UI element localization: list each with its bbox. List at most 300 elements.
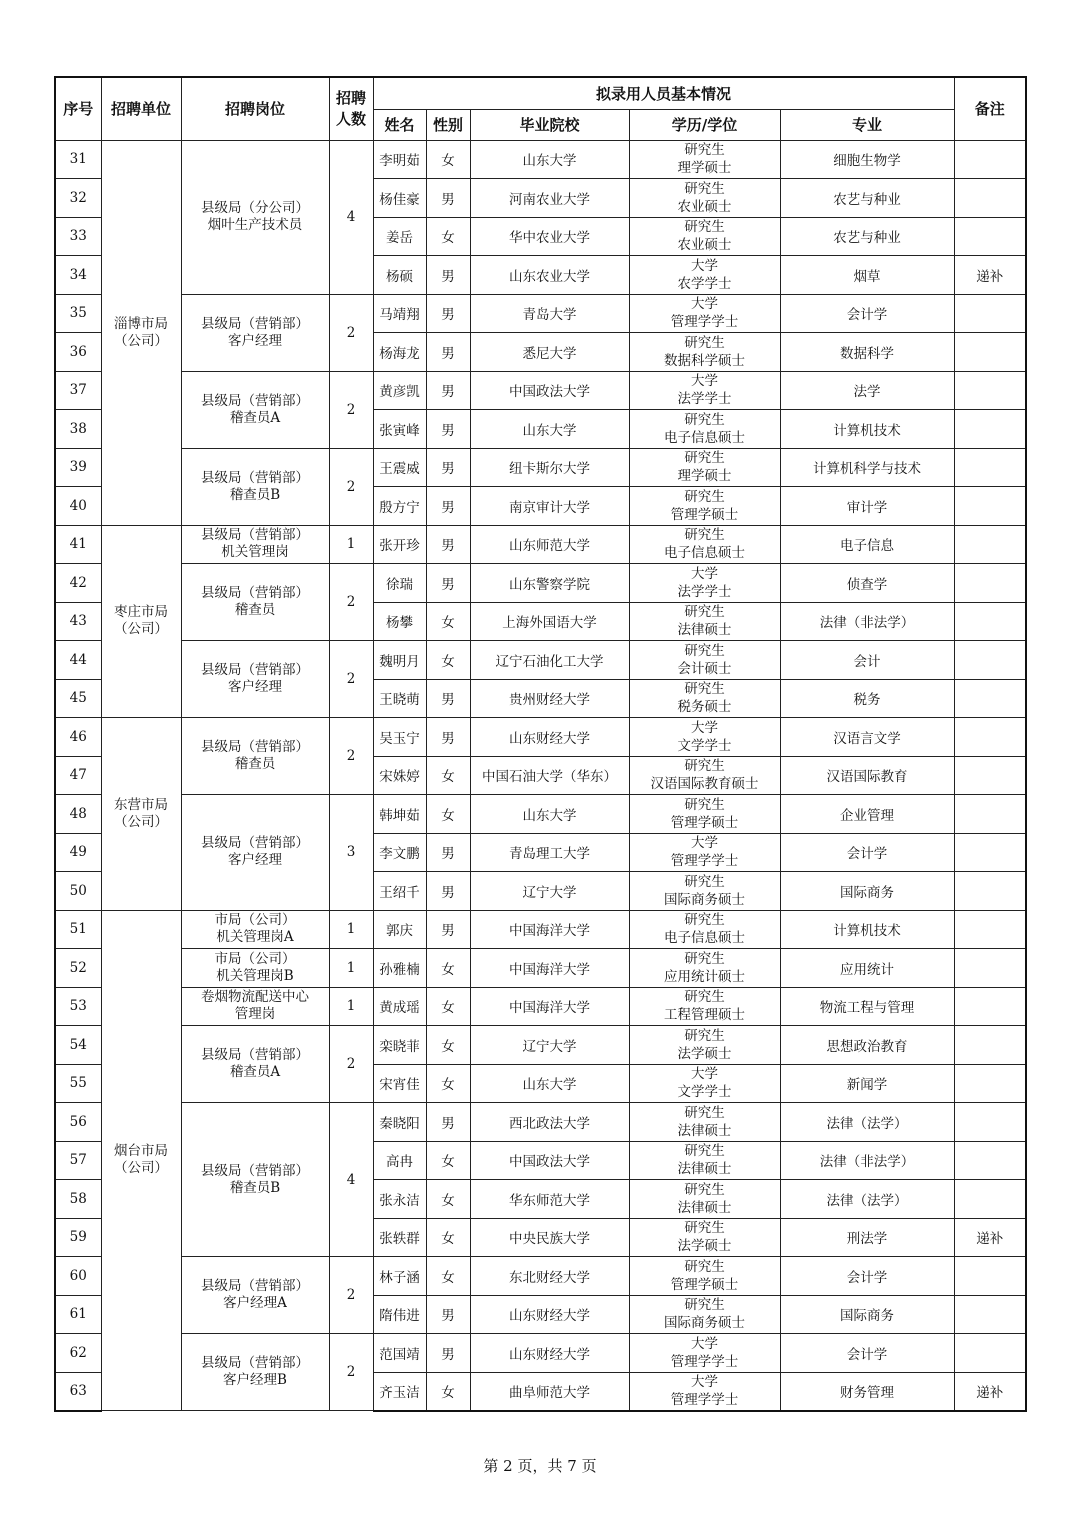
row-school: 中国政法大学 bbox=[470, 1141, 629, 1180]
row-major: 国际商务 bbox=[780, 1295, 954, 1334]
row-edu: 研究生 bbox=[684, 411, 725, 428]
row-degree: 管理学硕士 bbox=[670, 506, 739, 523]
row-gender: 男 bbox=[426, 679, 470, 718]
post-line2: 稽查员 bbox=[234, 602, 276, 618]
row-major: 法律（法学） bbox=[780, 1103, 954, 1142]
row-major: 细胞生物学 bbox=[780, 140, 954, 179]
table-row bbox=[55, 1334, 1026, 1373]
post-line2: 机关管理岗A bbox=[216, 929, 294, 946]
row-seq: 61 bbox=[55, 1295, 101, 1334]
post-line2: 稽查员A bbox=[229, 409, 281, 426]
row-name: 吴玉宁 bbox=[373, 718, 426, 757]
row-major: 法律（非法学） bbox=[780, 1141, 954, 1180]
row-name: 黄成瑶 bbox=[373, 987, 426, 1026]
row-gender: 男 bbox=[426, 872, 470, 911]
row-edu: 大学 bbox=[691, 565, 718, 582]
post-count: 2 bbox=[329, 718, 373, 795]
row-degree: 法学硕士 bbox=[677, 1045, 732, 1062]
row-degree: 汉语国际教育硕士 bbox=[650, 776, 759, 793]
row-seq: 40 bbox=[55, 487, 101, 526]
row-major: 会计 bbox=[780, 641, 954, 680]
row-seq: 62 bbox=[55, 1334, 101, 1373]
row-gender: 女 bbox=[426, 641, 470, 680]
row-seq: 45 bbox=[55, 679, 101, 718]
roster-body bbox=[55, 140, 1026, 1411]
row-degree-cell bbox=[629, 1026, 780, 1065]
row-major: 思想政治教育 bbox=[780, 1026, 954, 1065]
row-major: 法律（法学） bbox=[780, 1180, 954, 1219]
row-remark bbox=[954, 833, 1026, 872]
row-edu: 大学 bbox=[691, 719, 718, 736]
row-gender: 女 bbox=[426, 949, 470, 988]
table-row bbox=[55, 1103, 1026, 1142]
post-line2: 稽查员 bbox=[234, 756, 276, 772]
header-count-text: 招聘人数 bbox=[335, 88, 366, 128]
row-degree-cell bbox=[629, 1295, 780, 1334]
row-major: 企业管理 bbox=[780, 795, 954, 834]
row-degree-cell bbox=[629, 294, 780, 333]
row-name: 韩坤茹 bbox=[373, 795, 426, 834]
row-edu: 研究生 bbox=[684, 1181, 725, 1198]
row-degree-cell bbox=[629, 949, 780, 988]
header-school: 毕业院校 bbox=[470, 109, 629, 140]
row-name: 高冉 bbox=[373, 1141, 426, 1180]
row-major: 物流工程与管理 bbox=[780, 987, 954, 1026]
row-remark bbox=[954, 1103, 1026, 1142]
row-name: 孙雅楠 bbox=[373, 949, 426, 988]
row-seq: 49 bbox=[55, 833, 101, 872]
post-count: 2 bbox=[329, 294, 373, 371]
table-row bbox=[55, 641, 1026, 680]
row-name: 马靖翔 bbox=[373, 294, 426, 333]
row-seq: 56 bbox=[55, 1103, 101, 1142]
post-line1: 卷烟物流配送中心 bbox=[201, 989, 309, 1006]
table-row bbox=[55, 1026, 1026, 1065]
row-school: 辽宁大学 bbox=[470, 872, 629, 911]
post-count: 1 bbox=[329, 987, 373, 1026]
row-school: 河南农业大学 bbox=[470, 179, 629, 218]
row-name: 杨硕 bbox=[373, 256, 426, 295]
post-line1: 市局（公司） bbox=[214, 912, 296, 929]
row-gender: 女 bbox=[426, 756, 470, 795]
row-gender: 女 bbox=[426, 795, 470, 834]
row-gender: 女 bbox=[426, 602, 470, 641]
row-school: 中国海洋大学 bbox=[470, 987, 629, 1026]
table-row bbox=[55, 949, 1026, 988]
row-degree: 农业硕士 bbox=[677, 198, 732, 215]
post-line1: 县级局（营销部） bbox=[201, 392, 309, 409]
post-line1: 县级局（营销部） bbox=[201, 469, 309, 486]
post-cell bbox=[181, 294, 329, 371]
row-degree: 农学学士 bbox=[677, 275, 732, 292]
table-row bbox=[55, 987, 1026, 1026]
row-school: 山东财经大学 bbox=[470, 718, 629, 757]
row-seq: 50 bbox=[55, 872, 101, 911]
post-line1: 县级局（营销部） bbox=[201, 1355, 309, 1371]
row-remark bbox=[954, 1334, 1026, 1373]
row-name: 秦晓阳 bbox=[373, 1103, 426, 1142]
row-school: 中央民族大学 bbox=[470, 1218, 629, 1257]
row-school: 山东财经大学 bbox=[470, 1334, 629, 1373]
row-degree: 工程管理硕士 bbox=[664, 1007, 745, 1024]
row-edu: 大学 bbox=[691, 296, 718, 313]
row-name: 隋伟进 bbox=[373, 1295, 426, 1334]
row-seq: 33 bbox=[55, 217, 101, 256]
row-degree-cell bbox=[629, 872, 780, 911]
unit-line2: （公司） bbox=[114, 813, 168, 830]
header-name: 姓名 bbox=[373, 109, 426, 140]
row-school: 南京审计大学 bbox=[470, 487, 629, 526]
row-degree: 法律硕士 bbox=[677, 1161, 732, 1178]
row-gender: 女 bbox=[426, 1180, 470, 1219]
row-gender: 女 bbox=[426, 1257, 470, 1296]
unit-line1: 淄博市局 bbox=[114, 315, 168, 332]
row-gender: 男 bbox=[426, 410, 470, 449]
post-line2: 稽查员B bbox=[229, 486, 281, 503]
row-name: 张永洁 bbox=[373, 1180, 426, 1219]
row-gender: 女 bbox=[426, 1218, 470, 1257]
post-line1: 县级局（营销部） bbox=[201, 1278, 309, 1294]
row-remark bbox=[954, 872, 1026, 911]
row-degree: 理学硕士 bbox=[677, 468, 732, 485]
post-line2: 客户经理 bbox=[228, 852, 282, 869]
row-edu: 大学 bbox=[691, 257, 718, 274]
row-degree-cell bbox=[629, 564, 780, 603]
row-gender: 男 bbox=[426, 333, 470, 372]
row-gender: 男 bbox=[426, 487, 470, 526]
row-degree: 法律硕士 bbox=[677, 1199, 732, 1216]
row-degree: 文学学士 bbox=[677, 737, 732, 754]
row-degree: 法学硕士 bbox=[677, 1238, 732, 1255]
row-school: 东北财经大学 bbox=[470, 1257, 629, 1296]
row-degree-cell bbox=[629, 1257, 780, 1296]
row-degree: 管理学硕士 bbox=[670, 1276, 739, 1293]
row-school: 山东警察学院 bbox=[470, 564, 629, 603]
row-degree: 法学学士 bbox=[677, 583, 732, 600]
row-school: 中国海洋大学 bbox=[470, 949, 629, 988]
row-school: 辽宁石油化工大学 bbox=[470, 641, 629, 680]
row-gender: 女 bbox=[426, 1064, 470, 1103]
post-line2: 机关管理岗 bbox=[221, 544, 289, 561]
post-line1: 县级局（营销部） bbox=[201, 527, 309, 544]
row-gender: 男 bbox=[426, 718, 470, 757]
table-row bbox=[55, 371, 1026, 410]
post-line1: 县级局（分公司） bbox=[201, 200, 309, 216]
row-school: 悉尼大学 bbox=[470, 333, 629, 372]
row-name: 齐玉洁 bbox=[373, 1372, 426, 1411]
unit-line2: （公司） bbox=[114, 1160, 168, 1177]
row-remark bbox=[954, 487, 1026, 526]
row-school: 青岛大学 bbox=[470, 294, 629, 333]
post-count: 2 bbox=[329, 641, 373, 718]
row-remark bbox=[954, 641, 1026, 680]
row-gender: 男 bbox=[426, 371, 470, 410]
row-name: 宋宵佳 bbox=[373, 1064, 426, 1103]
row-school: 上海外国语大学 bbox=[470, 602, 629, 641]
row-school: 中国石油大学（华东） bbox=[470, 756, 629, 795]
row-edu: 研究生 bbox=[684, 1297, 725, 1314]
row-remark bbox=[954, 333, 1026, 372]
row-seq: 46 bbox=[55, 718, 101, 757]
row-seq: 54 bbox=[55, 1026, 101, 1065]
post-line1: 县级局（营销部） bbox=[201, 1047, 309, 1063]
row-school: 山东大学 bbox=[470, 410, 629, 449]
row-edu: 研究生 bbox=[684, 1104, 725, 1121]
post-line1: 县级局（营销部） bbox=[201, 739, 309, 755]
header-remark: 备注 bbox=[954, 77, 1026, 140]
row-degree-cell bbox=[629, 487, 780, 526]
row-school: 中国政法大学 bbox=[470, 371, 629, 410]
row-seq: 58 bbox=[55, 1180, 101, 1219]
row-name: 林子涵 bbox=[373, 1257, 426, 1296]
row-major: 计算机技术 bbox=[780, 910, 954, 949]
row-remark bbox=[954, 679, 1026, 718]
row-name: 杨攀 bbox=[373, 602, 426, 641]
row-remark bbox=[954, 564, 1026, 603]
row-gender: 女 bbox=[426, 1372, 470, 1411]
row-gender: 男 bbox=[426, 294, 470, 333]
post-cell bbox=[181, 1334, 329, 1411]
row-seq: 55 bbox=[55, 1064, 101, 1103]
row-seq: 36 bbox=[55, 333, 101, 372]
row-remark bbox=[954, 525, 1026, 564]
row-degree-cell bbox=[629, 525, 780, 564]
row-degree: 管理学学士 bbox=[670, 1392, 739, 1408]
header-post: 招聘岗位 bbox=[181, 77, 329, 140]
row-degree: 法律硕士 bbox=[677, 1122, 732, 1139]
row-remark bbox=[954, 718, 1026, 757]
row-seq: 60 bbox=[55, 1257, 101, 1296]
unit-line2: （公司） bbox=[114, 621, 168, 638]
post-line2: 客户经理B bbox=[223, 1372, 287, 1388]
row-major: 会计学 bbox=[780, 294, 954, 333]
row-degree-cell bbox=[629, 410, 780, 449]
row-degree: 国际商务硕士 bbox=[664, 1315, 745, 1332]
row-major: 计算机技术 bbox=[780, 410, 954, 449]
row-school: 青岛理工大学 bbox=[470, 833, 629, 872]
unit-line2: （公司） bbox=[114, 332, 168, 349]
row-degree: 电子信息硕士 bbox=[664, 930, 745, 947]
row-seq: 43 bbox=[55, 602, 101, 641]
row-edu: 研究生 bbox=[684, 488, 725, 505]
row-seq: 44 bbox=[55, 641, 101, 680]
row-degree-cell bbox=[629, 371, 780, 410]
row-gender: 男 bbox=[426, 833, 470, 872]
row-remark: 递补 bbox=[954, 1372, 1026, 1411]
row-edu: 研究生 bbox=[684, 1258, 725, 1275]
post-line2: 机关管理岗B bbox=[216, 967, 294, 984]
row-degree-cell bbox=[629, 1218, 780, 1257]
row-remark bbox=[954, 1257, 1026, 1296]
row-major: 数据科学 bbox=[780, 333, 954, 372]
post-line1: 县级局（营销部） bbox=[201, 315, 309, 332]
page-footer: 第 2 页，共 7 页 bbox=[483, 1457, 597, 1475]
post-cell bbox=[181, 140, 329, 294]
row-degree: 管理学学士 bbox=[670, 853, 739, 870]
row-name: 李明茹 bbox=[373, 140, 426, 179]
row-degree: 税务硕士 bbox=[677, 699, 732, 716]
row-edu: 大学 bbox=[691, 1335, 718, 1352]
table-row bbox=[55, 718, 1026, 757]
row-gender: 男 bbox=[426, 564, 470, 603]
row-school: 山东财经大学 bbox=[470, 1295, 629, 1334]
row-gender: 男 bbox=[426, 1334, 470, 1373]
row-edu: 研究生 bbox=[684, 142, 725, 159]
post-cell bbox=[181, 1103, 329, 1257]
row-seq: 53 bbox=[55, 987, 101, 1026]
row-name: 王绍千 bbox=[373, 872, 426, 911]
row-major: 新闻学 bbox=[780, 1064, 954, 1103]
post-line2: 稽查员B bbox=[229, 1179, 281, 1196]
row-gender: 女 bbox=[426, 217, 470, 256]
row-degree: 电子信息硕士 bbox=[664, 545, 745, 562]
row-major: 农艺与种业 bbox=[780, 217, 954, 256]
row-school: 华东师范大学 bbox=[470, 1180, 629, 1219]
row-school: 中国海洋大学 bbox=[470, 910, 629, 949]
row-edu: 研究生 bbox=[684, 1027, 725, 1044]
row-school: 山东师范大学 bbox=[470, 525, 629, 564]
row-degree-cell bbox=[629, 448, 780, 487]
row-gender: 女 bbox=[426, 1026, 470, 1065]
row-degree-cell bbox=[629, 833, 780, 872]
row-major: 国际商务 bbox=[780, 872, 954, 911]
row-major: 农艺与种业 bbox=[780, 179, 954, 218]
post-cell bbox=[181, 910, 329, 949]
row-remark bbox=[954, 795, 1026, 834]
row-gender: 男 bbox=[426, 448, 470, 487]
row-remark bbox=[954, 448, 1026, 487]
row-edu: 研究生 bbox=[684, 681, 725, 698]
post-line1: 县级局（营销部） bbox=[201, 662, 309, 678]
row-degree-cell bbox=[629, 140, 780, 179]
row-school: 山东大学 bbox=[470, 1064, 629, 1103]
row-major: 侦查学 bbox=[780, 564, 954, 603]
post-count: 2 bbox=[329, 1334, 373, 1411]
row-major: 法律（非法学） bbox=[780, 602, 954, 641]
row-degree: 法学学士 bbox=[677, 391, 732, 408]
row-edu: 研究生 bbox=[684, 642, 725, 659]
row-major: 应用统计 bbox=[780, 949, 954, 988]
row-name: 殷方宁 bbox=[373, 487, 426, 526]
unit-cell bbox=[101, 910, 181, 1411]
row-degree: 农业硕士 bbox=[677, 237, 732, 254]
row-degree-cell bbox=[629, 795, 780, 834]
row-seq: 57 bbox=[55, 1141, 101, 1180]
row-remark bbox=[954, 410, 1026, 449]
row-name: 徐瑞 bbox=[373, 564, 426, 603]
row-degree: 管理学学士 bbox=[670, 1353, 739, 1370]
row-remark: 递补 bbox=[954, 1218, 1026, 1257]
row-gender: 男 bbox=[426, 1103, 470, 1142]
table-row bbox=[55, 140, 1026, 179]
row-edu: 研究生 bbox=[684, 527, 725, 544]
row-seq: 42 bbox=[55, 564, 101, 603]
row-major: 会计学 bbox=[780, 1257, 954, 1296]
post-count: 1 bbox=[329, 910, 373, 949]
row-seq: 32 bbox=[55, 179, 101, 218]
post-cell bbox=[181, 371, 329, 448]
row-degree-cell bbox=[629, 179, 780, 218]
row-edu: 大学 bbox=[691, 1066, 718, 1083]
row-remark bbox=[954, 949, 1026, 988]
row-gender: 女 bbox=[426, 987, 470, 1026]
row-school: 山东大学 bbox=[470, 140, 629, 179]
row-remark bbox=[954, 217, 1026, 256]
header-unit: 招聘单位 bbox=[101, 77, 181, 140]
row-edu: 大学 bbox=[691, 835, 718, 852]
row-name: 郭庆 bbox=[373, 910, 426, 949]
table-row bbox=[55, 910, 1026, 949]
unit-cell bbox=[101, 140, 181, 525]
row-edu: 研究生 bbox=[684, 334, 725, 351]
row-name: 王晓萌 bbox=[373, 679, 426, 718]
row-gender: 女 bbox=[426, 1141, 470, 1180]
table-row bbox=[55, 448, 1026, 487]
row-degree-cell bbox=[629, 256, 780, 295]
row-degree-cell bbox=[629, 718, 780, 757]
row-remark: 递补 bbox=[954, 256, 1026, 295]
row-school: 曲阜师范大学 bbox=[470, 1372, 629, 1411]
row-name: 宋姝婷 bbox=[373, 756, 426, 795]
row-major: 会计学 bbox=[780, 1334, 954, 1373]
row-name: 姜岳 bbox=[373, 217, 426, 256]
row-name: 张轶群 bbox=[373, 1218, 426, 1257]
row-edu: 研究生 bbox=[684, 989, 725, 1006]
row-degree: 电子信息硕士 bbox=[664, 429, 745, 446]
header-degree: 学历/学位 bbox=[629, 109, 780, 140]
roster-table bbox=[54, 76, 1027, 1412]
row-major: 汉语言文学 bbox=[780, 718, 954, 757]
row-seq: 48 bbox=[55, 795, 101, 834]
row-seq: 41 bbox=[55, 525, 101, 564]
row-seq: 63 bbox=[55, 1372, 101, 1411]
row-major: 财务管理 bbox=[780, 1372, 954, 1411]
post-cell bbox=[181, 448, 329, 525]
row-degree: 应用统计硕士 bbox=[664, 968, 745, 985]
row-degree-cell bbox=[629, 641, 780, 680]
row-seq: 51 bbox=[55, 910, 101, 949]
row-major: 法学 bbox=[780, 371, 954, 410]
row-seq: 37 bbox=[55, 371, 101, 410]
row-name: 王震威 bbox=[373, 448, 426, 487]
post-count: 2 bbox=[329, 371, 373, 448]
row-remark bbox=[954, 294, 1026, 333]
row-remark bbox=[954, 179, 1026, 218]
row-degree-cell bbox=[629, 1372, 780, 1411]
post-line2: 客户经理A bbox=[223, 1295, 287, 1311]
row-name: 范国靖 bbox=[373, 1334, 426, 1373]
row-remark bbox=[954, 1180, 1026, 1219]
post-line1: 县级局（营销部） bbox=[201, 835, 309, 852]
post-line2: 稽查员A bbox=[229, 1064, 281, 1080]
row-degree: 管理学学士 bbox=[670, 314, 739, 331]
post-count: 1 bbox=[329, 949, 373, 988]
row-name: 张开珍 bbox=[373, 525, 426, 564]
row-gender: 男 bbox=[426, 179, 470, 218]
post-cell bbox=[181, 564, 329, 641]
post-count: 3 bbox=[329, 795, 373, 911]
row-name: 黄彦凯 bbox=[373, 371, 426, 410]
row-edu: 研究生 bbox=[684, 1143, 725, 1160]
row-degree: 理学硕士 bbox=[677, 160, 732, 177]
row-school: 华中农业大学 bbox=[470, 217, 629, 256]
row-remark bbox=[954, 1295, 1026, 1334]
row-school: 纽卡斯尔大学 bbox=[470, 448, 629, 487]
row-degree: 管理学硕士 bbox=[670, 814, 739, 831]
row-degree: 国际商务硕士 bbox=[664, 891, 745, 908]
row-degree: 会计硕士 bbox=[677, 660, 732, 677]
row-edu: 大学 bbox=[691, 1374, 718, 1390]
